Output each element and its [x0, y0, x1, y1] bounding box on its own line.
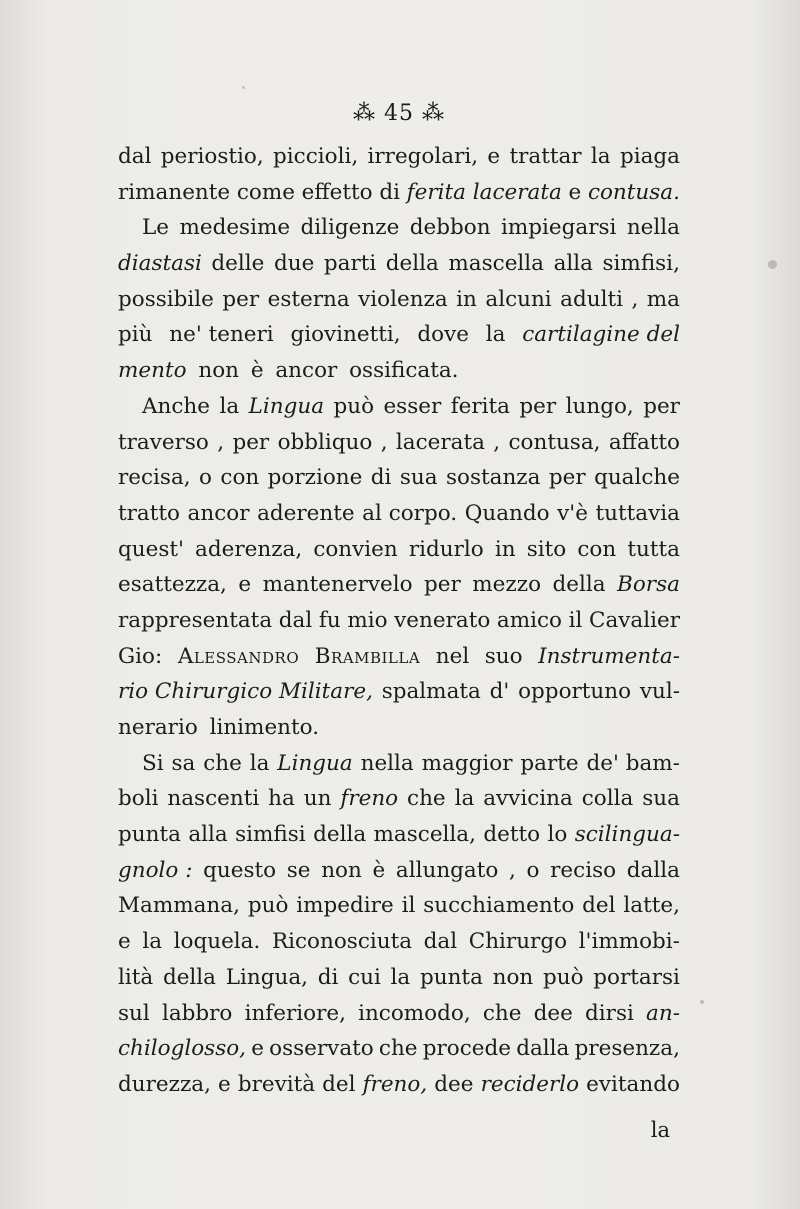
word: parte	[520, 750, 579, 776]
word: Quando	[464, 500, 550, 526]
word: gnolo :	[118, 857, 193, 883]
word: freno,	[362, 1071, 428, 1097]
word: e	[487, 144, 501, 169]
word: mento	[118, 358, 187, 384]
text-line	[118, 465, 680, 501]
word: o	[526, 857, 540, 883]
word: che	[482, 1000, 522, 1026]
text-line	[118, 322, 680, 358]
catchword: la	[650, 1117, 670, 1142]
word: simfisi	[235, 822, 306, 848]
word: linimento.	[209, 715, 320, 740]
word: non	[492, 964, 534, 990]
word: evitando	[586, 1071, 680, 1097]
word: Instrumenta-	[538, 643, 680, 669]
word: v'è	[557, 500, 588, 526]
word: del	[582, 893, 616, 919]
text-line	[118, 251, 680, 287]
word: mezzo	[472, 572, 542, 598]
word: Borsa	[617, 572, 680, 598]
word: del	[322, 1071, 356, 1097]
word: parti	[323, 251, 377, 277]
word: dalla	[626, 857, 680, 883]
word: e	[118, 929, 131, 955]
word: labbro	[161, 1000, 233, 1026]
word: e	[568, 179, 582, 205]
word: simfisi,	[602, 251, 680, 277]
word: maggior	[421, 750, 513, 776]
word: può	[333, 393, 375, 419]
text-line	[118, 358, 680, 394]
text-line	[118, 430, 680, 466]
word: alla	[188, 822, 228, 848]
word: obbliquo	[277, 429, 373, 455]
word: ,	[509, 857, 516, 883]
word: incomodo,	[358, 1000, 471, 1026]
word: cui	[348, 964, 381, 990]
word: Riconosciuta	[271, 929, 413, 955]
word: durezza,	[118, 1071, 211, 1097]
word: avvicina	[483, 786, 573, 812]
word: nascenti	[167, 786, 260, 812]
word: qualche	[594, 465, 680, 491]
word: sua	[399, 465, 438, 491]
word: brevità	[237, 1071, 316, 1097]
word: nella	[360, 750, 414, 776]
word: in	[494, 536, 516, 562]
word: mascella,	[373, 822, 476, 848]
word: dal	[278, 607, 313, 633]
word: violenza	[358, 286, 448, 312]
text-line	[118, 608, 680, 644]
word: possibile	[118, 286, 214, 312]
text-line	[118, 144, 680, 180]
word: non	[321, 857, 362, 883]
word: un	[303, 786, 332, 812]
word: allungato	[395, 857, 499, 883]
word: alla	[553, 251, 593, 277]
word: aderente	[257, 500, 355, 526]
text-line	[118, 929, 680, 965]
word: ,	[631, 286, 639, 312]
word: piccioli,	[273, 144, 359, 169]
word: ,	[493, 429, 501, 455]
word: portarsi	[593, 964, 680, 990]
word: trattar	[509, 144, 582, 169]
word: sa	[171, 750, 196, 776]
text-line	[118, 786, 680, 822]
text-line	[118, 893, 680, 929]
word: sostanza	[445, 465, 541, 491]
word: latte,	[623, 893, 680, 919]
running-head: ⁂ 45 ⁂	[353, 101, 445, 126]
word: cartilagine del	[522, 322, 680, 348]
word: dee	[434, 1071, 474, 1097]
word: suo	[484, 643, 523, 669]
word: e	[251, 1036, 264, 1062]
text-line	[118, 715, 680, 751]
word: contusa.	[587, 179, 680, 205]
word: osservato	[269, 1036, 374, 1062]
word: colla	[581, 786, 634, 812]
word: affatto	[608, 429, 680, 455]
word: ridurlo	[408, 536, 484, 562]
word: ha	[268, 786, 295, 812]
word: nerario	[118, 715, 198, 740]
word: contusa,	[508, 429, 601, 455]
word: il	[401, 893, 416, 919]
word: Gio:	[118, 643, 163, 669]
word: la	[390, 964, 411, 990]
text-line	[118, 751, 680, 787]
word: tuttavia	[595, 500, 680, 526]
word: che	[378, 1036, 418, 1062]
word: porzione	[267, 465, 363, 491]
word: la	[590, 144, 611, 169]
word: dal	[118, 144, 152, 169]
word: per	[222, 286, 260, 312]
word: sul	[118, 1000, 150, 1026]
text-line	[118, 501, 680, 537]
word: può	[247, 893, 289, 919]
word: rimanente	[118, 179, 231, 205]
word: di	[370, 465, 392, 491]
word: reciso	[550, 857, 617, 883]
word: effetto	[301, 179, 373, 205]
word: Lingua	[277, 750, 353, 776]
word: procede	[422, 1036, 511, 1062]
word: piaga	[619, 144, 680, 169]
word: tratto	[118, 500, 180, 526]
text-line	[118, 180, 680, 216]
word: come	[236, 179, 295, 205]
word: che	[203, 750, 242, 776]
word: la	[219, 393, 240, 419]
word: dirsi	[585, 1000, 634, 1026]
word: della	[162, 964, 216, 990]
word: ma	[646, 286, 680, 312]
word: ferita lacerata	[406, 179, 562, 205]
text-line	[118, 1072, 680, 1108]
word: ,	[380, 429, 388, 455]
word: impedire	[296, 893, 394, 919]
word: mantenervelo	[262, 572, 413, 598]
word: che	[407, 786, 446, 812]
word: è	[250, 358, 264, 384]
text-line	[118, 822, 680, 858]
text-block	[118, 100, 680, 1152]
word: esattezza,	[118, 572, 227, 598]
word: al corpo.	[362, 500, 458, 526]
word: vul-	[639, 679, 680, 705]
word: esterna	[267, 286, 350, 312]
word: se	[286, 857, 311, 883]
word: dove	[417, 322, 469, 348]
word: ancor	[187, 500, 250, 526]
word: o	[199, 465, 212, 491]
word: punta	[419, 964, 483, 990]
word: ancor	[275, 358, 338, 384]
word: questo	[203, 857, 277, 883]
text-line	[118, 572, 680, 608]
word: lacerata	[395, 429, 485, 455]
word: l'immobi-	[578, 929, 680, 955]
word: Brambilla	[314, 643, 421, 669]
text-line	[118, 965, 680, 1001]
word: il	[568, 607, 583, 633]
word: la	[142, 929, 163, 955]
word: della	[313, 822, 367, 848]
word: recisa,	[118, 465, 191, 491]
word: la	[249, 750, 270, 776]
word: Mammana,	[118, 893, 240, 919]
word: lo	[547, 822, 568, 848]
word: non	[198, 358, 239, 384]
word: ossificata.	[349, 358, 459, 384]
word: la	[485, 322, 506, 348]
word: nel	[435, 643, 470, 669]
word: rio Chirurgico Militare,	[118, 679, 373, 705]
word: e	[218, 1071, 231, 1097]
word: rappresentata	[118, 607, 273, 633]
word: presenza,	[574, 1036, 680, 1062]
word: freno	[340, 786, 399, 812]
word: dal	[423, 929, 458, 955]
word: di	[317, 964, 339, 990]
word: irregolari,	[367, 144, 479, 169]
word: mio	[347, 607, 388, 633]
word: detto	[483, 822, 541, 848]
word: venerato	[394, 607, 491, 633]
word: Le	[142, 215, 170, 241]
word: delle	[211, 251, 265, 277]
word: Cavalier	[589, 607, 680, 633]
paper-speck	[242, 86, 245, 89]
word: della	[385, 251, 439, 277]
word: nella	[626, 215, 680, 241]
word: debbon	[409, 215, 491, 241]
word: della	[552, 572, 606, 598]
word: Lingua,	[225, 964, 308, 990]
word: periostio,	[160, 144, 264, 169]
word: reciderlo	[480, 1071, 580, 1097]
text-line	[118, 394, 680, 430]
word: boli	[118, 786, 159, 812]
word: lità	[118, 964, 154, 990]
word: di	[379, 179, 400, 205]
word: dalla	[516, 1036, 570, 1062]
word: diastasi	[118, 251, 202, 277]
word: ferita	[450, 393, 510, 419]
word: adulti	[560, 286, 623, 312]
word: convien	[313, 536, 398, 562]
word: Anche	[142, 393, 210, 419]
word: impiegarsi	[500, 215, 617, 241]
text-line	[118, 215, 680, 251]
word: fu	[318, 607, 341, 633]
word: può	[542, 964, 584, 990]
word: mascella	[448, 251, 544, 277]
word: medesime	[179, 215, 291, 241]
word: succhiamento	[423, 893, 575, 919]
word: loquela.	[173, 929, 261, 955]
word: diligenze	[300, 215, 400, 241]
word: per	[643, 393, 680, 419]
word: spalmata	[381, 679, 481, 705]
text-line	[118, 644, 680, 680]
word: sua	[642, 786, 680, 812]
word: con	[220, 465, 260, 491]
word: Alessandro	[177, 643, 300, 669]
word: tutta	[627, 536, 680, 562]
word: inferiore,	[244, 1000, 346, 1026]
word: Chirurgo	[468, 929, 568, 955]
word: an-	[646, 1000, 680, 1026]
paper-speck	[768, 260, 777, 269]
word: traverso	[118, 429, 209, 455]
word: per	[548, 465, 586, 491]
text-line	[118, 858, 680, 894]
word: la	[454, 786, 475, 812]
text-line	[118, 1001, 680, 1037]
word: amico	[496, 607, 562, 633]
word: opportuno	[518, 679, 632, 705]
word: lungo,	[565, 393, 634, 419]
word: giovinetti,	[290, 322, 401, 348]
text-line	[118, 1036, 680, 1072]
word: d'	[489, 679, 510, 705]
word: Si	[142, 750, 164, 776]
word: esser	[383, 393, 442, 419]
word: scilingua-	[574, 822, 680, 848]
paper-speck	[700, 1000, 704, 1004]
text-line	[118, 287, 680, 323]
word: aderenza,	[195, 536, 303, 562]
word: punta	[118, 822, 181, 848]
word: per	[232, 429, 270, 455]
word: ,	[217, 429, 225, 455]
word: in	[456, 286, 477, 312]
text-line	[118, 679, 680, 715]
text-line	[118, 537, 680, 573]
word: due	[273, 251, 315, 277]
word: e	[238, 572, 252, 598]
word: con	[577, 536, 617, 562]
word: chiloglosso,	[118, 1036, 247, 1062]
word: è	[372, 857, 386, 883]
word: per	[519, 393, 557, 419]
word: più	[118, 322, 153, 348]
body-text	[118, 144, 680, 1108]
word: dee	[533, 1000, 573, 1026]
word: ne' teneri	[169, 322, 274, 348]
word: sito	[526, 536, 567, 562]
word: quest'	[118, 536, 184, 562]
word: de' bam-	[586, 750, 680, 776]
word: alcuni	[485, 286, 552, 312]
word: Lingua	[248, 393, 325, 419]
word: per	[424, 572, 461, 598]
